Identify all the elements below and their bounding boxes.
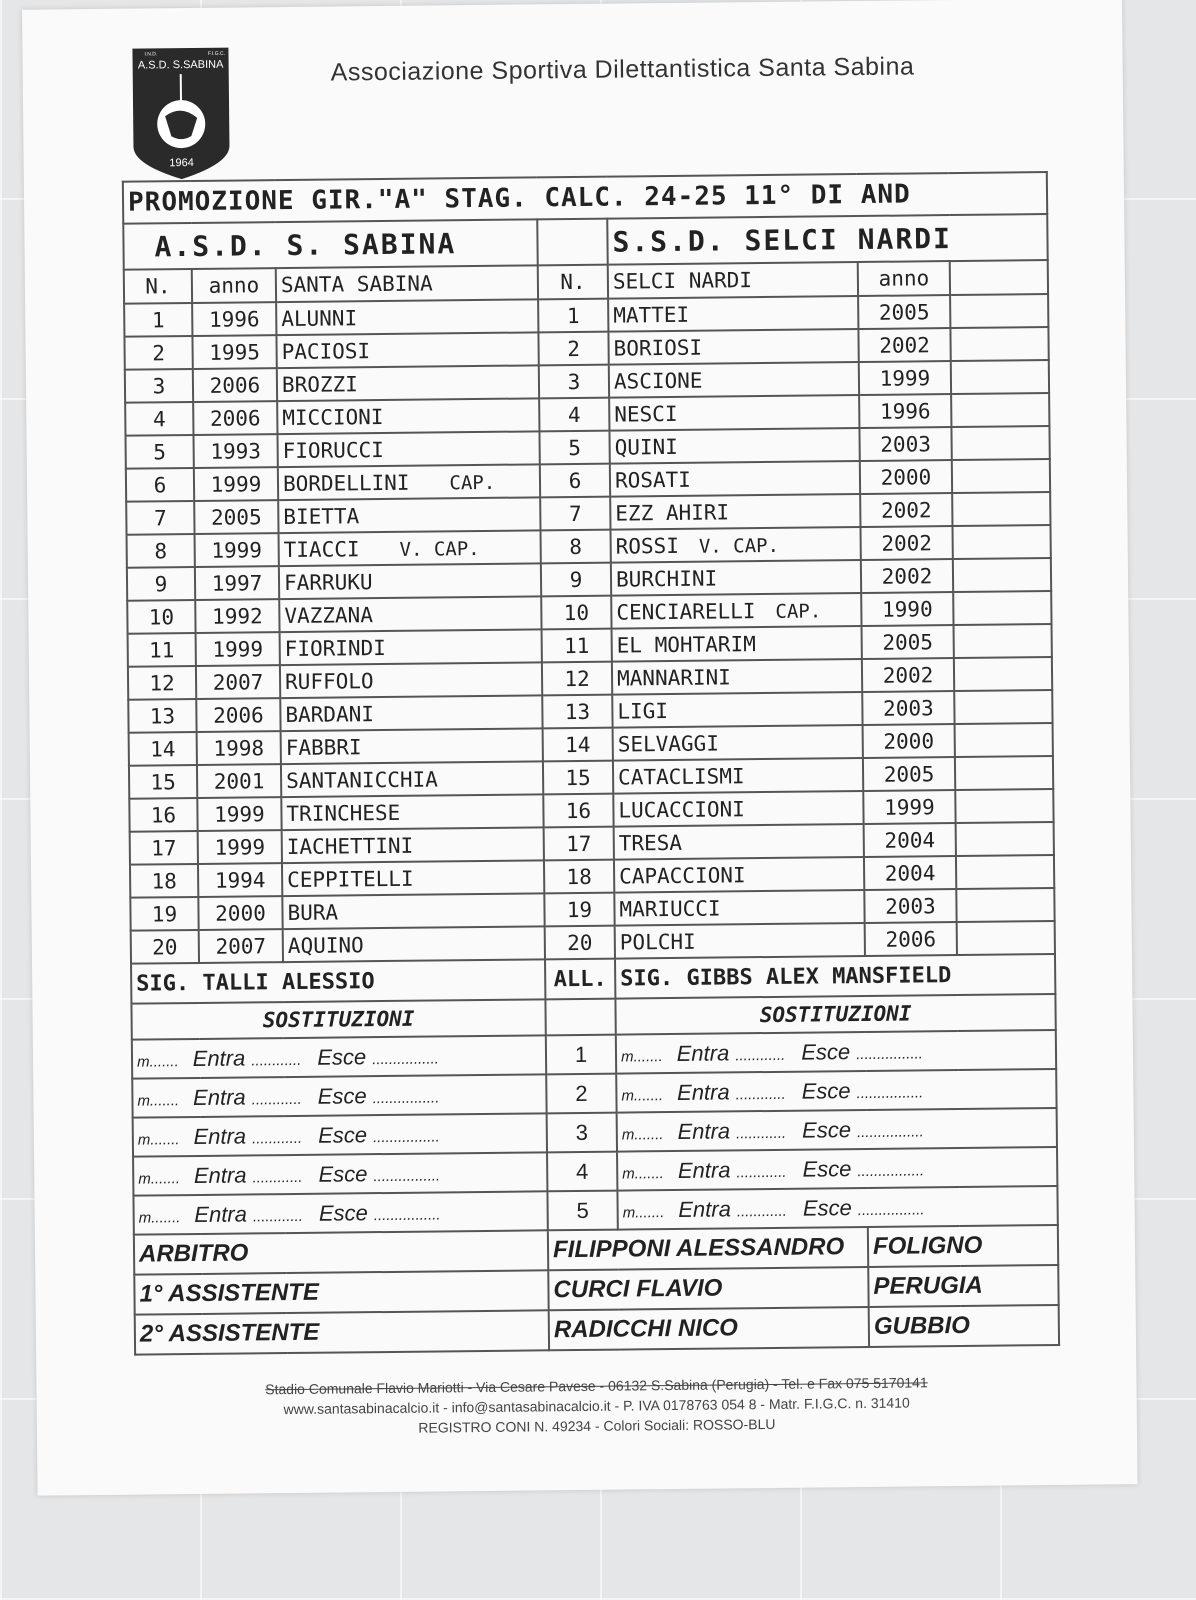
substitution-out-label: Esce — [801, 1077, 851, 1104]
footer-registry-line: REGISTRO CONI N. 49234 - Colori Sociali: ROSSO-BLU — [418, 1415, 776, 1436]
substitution-number: 2 — [546, 1074, 616, 1114]
empty-cell — [951, 393, 1049, 427]
home-player-year: 1992 — [195, 599, 279, 633]
substitution-minute: m....... — [621, 1086, 664, 1105]
away-player-name: LIGI — [617, 698, 669, 724]
home-player-name-cell — [281, 794, 543, 830]
official-role: 2° ASSISTENTE — [135, 1310, 549, 1354]
official-role: 1° ASSISTENTE — [134, 1270, 548, 1314]
empty-header — [950, 260, 1048, 295]
team-separator — [537, 219, 607, 266]
home-player-name: BIETTA — [283, 503, 360, 529]
away-year-header: anno — [858, 261, 950, 296]
home-player-name-cell — [276, 299, 538, 335]
substitution-out-blank: ................ — [373, 1205, 441, 1224]
home-substitution-line[interactable] — [132, 1035, 546, 1078]
home-player-name: AQUINO — [287, 932, 364, 958]
official-city: FOLIGNO — [868, 1225, 1058, 1267]
home-player-year: 2000 — [198, 896, 282, 930]
home-player-year: 1999 — [198, 830, 282, 864]
away-player-name-cell — [615, 923, 865, 959]
away-player-name-cell — [612, 626, 862, 662]
away-substitution-line[interactable] — [616, 1030, 1056, 1074]
substitution-in-label: Entra — [194, 1200, 248, 1227]
home-player-name-cell — [278, 464, 540, 500]
away-name-header: SELCI NARDI — [608, 262, 858, 299]
away-player-name: TRESA — [618, 830, 683, 856]
away-player-year: 2002 — [862, 658, 954, 692]
away-player-year: 2002 — [860, 493, 952, 527]
away-player-name-cell — [611, 593, 861, 629]
home-player-name: FABBRI — [285, 734, 362, 760]
empty-cell — [953, 558, 1051, 592]
empty-cell — [952, 492, 1050, 526]
away-player-name: LUCACCIONI — [618, 796, 745, 823]
away-player-number: 18 — [544, 860, 614, 894]
away-player-name-cell — [611, 560, 861, 596]
substitution-minute: m....... — [620, 1047, 663, 1066]
substitution-out-blank: ................ — [856, 1083, 924, 1102]
substitution-minute: m....... — [621, 1125, 664, 1144]
substitution-minute: m....... — [622, 1203, 665, 1222]
home-player-name: BARDANI — [285, 701, 375, 727]
substitution-out-blank: ................ — [856, 1044, 923, 1063]
away-player-year: 2005 — [858, 295, 950, 329]
home-player-name-cell — [280, 629, 542, 665]
home-player-name: PACIOSI — [281, 338, 371, 364]
home-player-name-cell — [278, 497, 540, 533]
away-player-name-cell — [614, 857, 864, 893]
away-player-name-cell — [609, 428, 859, 464]
substitution-in-label: Entra — [676, 1078, 730, 1105]
substitution-number: 1 — [546, 1035, 616, 1075]
away-player-name: NESCI — [614, 401, 678, 427]
home-player-name-cell — [282, 827, 544, 863]
home-player-number: 12 — [128, 666, 196, 700]
away-number-header: N. — [538, 265, 608, 300]
home-player-name: RUFFOLO — [284, 668, 374, 694]
substitution-in-blank: ............ — [251, 1051, 302, 1069]
empty-cell — [955, 756, 1053, 790]
away-player-year: 2000 — [860, 460, 952, 494]
away-player-name: CENCIARELLI — [616, 598, 756, 625]
away-player-number: 19 — [544, 893, 614, 927]
home-player-name-cell — [282, 860, 544, 896]
away-player-name-cell — [609, 395, 859, 431]
away-player-number: 15 — [543, 761, 613, 795]
substitution-in-blank: ............ — [251, 1090, 302, 1108]
away-player-year: 2000 — [863, 724, 955, 758]
home-name-header: SANTA SABINA — [276, 265, 538, 302]
home-player-year: 1999 — [195, 533, 279, 567]
home-player-number: 20 — [131, 930, 199, 964]
home-player-name: SANTANICCHIA — [285, 766, 438, 793]
away-player-number: 9 — [541, 563, 611, 597]
official-row — [135, 1305, 1059, 1355]
home-player-year: 1999 — [194, 467, 278, 501]
home-player-year: 2006 — [193, 368, 277, 402]
home-player-number: 18 — [130, 864, 198, 898]
substitution-out-blank: ................ — [372, 1088, 440, 1107]
svg-text:1964: 1964 — [169, 156, 194, 170]
home-player-year: 2001 — [197, 764, 281, 798]
away-player-year: 2003 — [859, 427, 951, 461]
home-player-name: MICCIONI — [282, 404, 384, 430]
away-player-name-cell — [610, 494, 860, 530]
home-player-year: 2006 — [193, 401, 277, 435]
home-substitution-line[interactable] — [133, 1191, 547, 1234]
home-player-year: 2005 — [194, 500, 278, 534]
home-player-name: FIORUCCI — [282, 437, 384, 463]
substitution-minute: m....... — [138, 1169, 181, 1188]
substitution-number: 4 — [547, 1152, 617, 1192]
away-player-name: ROSATI — [614, 467, 691, 493]
substitution-out-blank: ................ — [856, 1122, 924, 1141]
away-player-year: 2004 — [864, 856, 956, 890]
away-player-year: 1996 — [859, 394, 951, 428]
away-player-number: 12 — [542, 662, 612, 696]
home-number-header: N. — [124, 269, 192, 304]
empty-cell — [956, 822, 1054, 856]
substitution-in-label: Entra — [192, 1083, 246, 1110]
home-player-year: 1993 — [193, 434, 277, 468]
substitution-in-blank: ............ — [735, 1085, 786, 1103]
home-coach: SIG. TALLI ALESSIO — [131, 959, 545, 1003]
match-sheet — [22, 0, 1138, 1496]
away-player-year: 1999 — [863, 790, 955, 824]
substitution-minute: m....... — [138, 1208, 181, 1227]
home-year-header: anno — [192, 268, 276, 303]
official-name: CURCI FLAVIO — [548, 1267, 868, 1310]
home-player-name: BURA — [287, 900, 339, 925]
away-player-name-cell — [611, 527, 861, 563]
empty-cell — [955, 789, 1053, 823]
home-player-year: 1995 — [192, 335, 276, 369]
substitution-out-label: Esce — [318, 1199, 368, 1226]
home-substitutions-header: SOSTITUZIONI — [131, 999, 545, 1039]
away-player-name-cell — [610, 461, 860, 497]
away-player-name-cell — [609, 362, 859, 398]
substitution-number: 5 — [547, 1191, 617, 1231]
home-player-number: 9 — [127, 567, 195, 601]
away-player-number: 16 — [543, 794, 613, 828]
substitution-out-label: Esce — [317, 1043, 367, 1070]
empty-cell — [955, 723, 1053, 757]
home-player-year: 1998 — [197, 731, 281, 765]
home-substitution-line[interactable] — [132, 1074, 546, 1117]
home-player-number: 4 — [125, 402, 193, 436]
away-substitution-line[interactable] — [616, 1069, 1056, 1113]
home-player-number: 19 — [130, 897, 198, 931]
away-player-name: CATACLISMI — [617, 763, 745, 790]
away-player-year: 2002 — [858, 328, 950, 362]
away-player-year: 2002 — [860, 526, 952, 560]
away-player-name: SELVAGGI — [617, 731, 720, 757]
empty-cell — [950, 327, 1048, 361]
empty-cell — [954, 657, 1052, 691]
away-player-name: EL MOHTARIM — [616, 631, 756, 658]
substitution-in-blank: ............ — [252, 1168, 303, 1186]
championship-title: PROMOZIONE GIR."A" STAG. CALC. 24-25 11° DI AND — [123, 172, 1047, 224]
home-player-year: 1999 — [196, 632, 280, 666]
home-player-name: BORDELLINI — [282, 470, 410, 496]
empty-cell — [953, 591, 1051, 625]
substitution-out-label: Esce — [317, 1082, 367, 1109]
substitution-in-blank: ............ — [735, 1046, 786, 1064]
footer-contact-line: www.santasabinacalcio.it - info@santasabinacalcio.it - P. IVA 0178763 054 8 - Matr. F.I.G.C. n. 31410 — [283, 1394, 910, 1418]
empty-cell — [952, 459, 1050, 493]
substitution-minute: m....... — [137, 1130, 180, 1149]
away-substitution-line[interactable] — [617, 1108, 1057, 1152]
away-player-name-cell — [608, 329, 858, 365]
away-team-name: S.S.D. SELCI NARDI — [607, 214, 1048, 265]
away-substitution-line[interactable] — [617, 1186, 1057, 1230]
home-player-year: 1994 — [198, 863, 282, 897]
home-player-name-cell — [279, 530, 541, 566]
substitution-out-blank: ................ — [372, 1049, 440, 1068]
home-player-year: 1996 — [192, 302, 276, 336]
home-player-name-cell — [281, 728, 543, 764]
away-player-number: 10 — [541, 596, 611, 630]
substitution-out-label: Esce — [317, 1121, 368, 1148]
home-player-number: 1 — [124, 303, 192, 337]
away-substitution-line[interactable] — [617, 1147, 1057, 1191]
away-player-number: 8 — [541, 530, 611, 564]
empty-cell — [951, 426, 1049, 460]
substitution-in-label: Entra — [676, 1039, 730, 1066]
crest-text: A.S.D. S.SABINA — [137, 58, 224, 72]
empty-cell — [951, 360, 1049, 394]
away-player-number: 3 — [539, 365, 609, 399]
away-player-number: 2 — [538, 332, 608, 366]
substitution-in-blank: ............ — [252, 1129, 303, 1147]
away-substitutions-header: SOSTITUZIONI — [615, 994, 1055, 1035]
away-player-name-cell — [614, 824, 864, 860]
away-player-name: EZZ AHIRI — [615, 499, 730, 526]
home-player-number: 10 — [127, 600, 195, 634]
home-player-number: 17 — [130, 831, 198, 865]
empty-cell — [950, 294, 1048, 328]
away-player-name-cell — [613, 758, 863, 794]
away-player-number: 11 — [542, 629, 612, 663]
home-substitution-line[interactable] — [133, 1152, 547, 1195]
home-substitution-line[interactable] — [133, 1113, 547, 1156]
away-player-name: ROSSI — [615, 533, 680, 559]
home-player-name-cell — [277, 365, 539, 401]
substitution-in-blank: ............ — [252, 1207, 304, 1225]
away-player-number: 6 — [540, 464, 610, 498]
away-player-name-cell — [613, 725, 863, 761]
away-player-number: 13 — [542, 695, 612, 729]
home-player-number: 8 — [127, 534, 195, 568]
home-player-name: IACHETTINI — [286, 833, 414, 859]
substitution-out-label: Esce — [318, 1160, 368, 1187]
substitutions-separator — [545, 999, 615, 1036]
substitution-in-blank: ............ — [736, 1124, 787, 1142]
home-player-name: CEPPITELLI — [287, 866, 414, 892]
home-player-number: 15 — [129, 765, 197, 799]
home-player-role: CAP. — [449, 471, 496, 494]
away-player-name: CAPACCIONI — [619, 862, 746, 889]
association-name: Associazione Sportiva Dilettantistica Santa Sabina — [330, 52, 915, 87]
away-player-name-cell — [608, 296, 858, 332]
away-player-name: MATTEI — [613, 302, 690, 328]
official-role: ARBITRO — [134, 1230, 548, 1274]
official-name: FILIPPONI ALESSANDRO — [548, 1227, 868, 1270]
club-crest-logo — [130, 46, 231, 182]
away-player-name-cell — [614, 890, 864, 926]
home-player-year: 2007 — [199, 929, 283, 963]
svg-text:I.N.D.: I.N.D. — [144, 51, 158, 58]
substitution-out-blank: ................ — [373, 1166, 441, 1185]
home-player-name: ALUNNI — [281, 305, 358, 331]
official-city: GUBBIO — [869, 1305, 1059, 1347]
away-player-name: QUINI — [614, 434, 678, 460]
away-coach: SIG. GIBBS ALEX MANSFIELD — [615, 954, 1055, 999]
home-player-name: FARRUKU — [283, 569, 373, 595]
home-player-name-cell — [277, 431, 539, 467]
away-player-name: ASCIONE — [613, 368, 703, 394]
home-player-role: V. CAP. — [399, 537, 480, 561]
home-player-year: 2007 — [196, 665, 280, 699]
away-player-year: 2005 — [862, 625, 954, 659]
empty-cell — [956, 888, 1054, 922]
footer-stadium-line: Stadio Comunale Flavio Mariotti - Via Cesare Pavese - 06132 S.Sabina (Perugia) - Tel. e Fax 075 5170141 — [265, 1374, 928, 1398]
substitution-in-blank: ............ — [736, 1202, 788, 1220]
home-player-number: 16 — [129, 798, 197, 832]
away-player-number: 4 — [539, 398, 609, 432]
empty-cell — [957, 921, 1055, 955]
home-player-number: 7 — [126, 501, 194, 535]
away-player-name: POLCHI — [619, 929, 696, 955]
substitution-out-label: Esce — [802, 1194, 852, 1221]
away-player-number: 7 — [540, 497, 610, 531]
match-table — [122, 171, 1060, 1356]
substitution-in-label: Entra — [193, 1122, 247, 1149]
substitution-minute: m....... — [137, 1091, 180, 1110]
home-player-number: 11 — [128, 633, 196, 667]
home-player-name-cell — [279, 563, 541, 599]
away-player-number: 5 — [539, 431, 609, 465]
substitution-in-label: Entra — [678, 1195, 732, 1222]
away-player-name: BURCHINI — [615, 566, 718, 592]
substitution-in-label: Entra — [677, 1156, 731, 1183]
home-player-number: 13 — [128, 699, 196, 733]
home-player-name-cell — [279, 596, 541, 632]
away-player-name-cell — [612, 659, 862, 695]
substitution-out-label: Esce — [801, 1116, 852, 1143]
substitution-in-label: Entra — [193, 1161, 247, 1188]
home-player-year: 1997 — [195, 566, 279, 600]
home-player-number: 3 — [125, 369, 193, 403]
substitution-in-blank: ............ — [736, 1163, 787, 1181]
home-player-name-cell — [282, 893, 544, 929]
home-player-number: 14 — [129, 732, 197, 766]
away-player-year: 2006 — [865, 922, 957, 956]
svg-text:F.I.G.C.: F.I.G.C. — [207, 50, 226, 57]
substitution-in-label: Entra — [677, 1117, 731, 1144]
home-team-name: A.S.D. S. SABINA — [123, 219, 537, 269]
away-player-year: 2003 — [864, 889, 956, 923]
away-player-year: 2005 — [863, 757, 955, 791]
substitution-minute: m....... — [136, 1052, 179, 1071]
official-city: PERUGIA — [868, 1265, 1058, 1307]
away-player-role: V. CAP. — [698, 534, 780, 558]
away-player-number: 14 — [543, 728, 613, 762]
substitution-minute: m....... — [622, 1164, 665, 1183]
home-player-name-cell — [283, 926, 545, 962]
away-player-name: MARIUCCI — [619, 895, 721, 922]
empty-cell — [952, 525, 1050, 559]
empty-cell — [954, 690, 1052, 724]
away-player-year: 2004 — [864, 823, 956, 857]
coach-label: ALL. — [545, 959, 615, 1000]
official-name: RADICCHI NICO — [549, 1307, 869, 1350]
away-player-name: BORIOSI — [613, 335, 703, 361]
substitution-number: 3 — [547, 1113, 617, 1153]
home-player-name-cell — [276, 332, 538, 368]
empty-cell — [956, 855, 1054, 889]
home-player-name: TRINCHESE — [286, 800, 401, 826]
home-player-name-cell — [277, 398, 539, 434]
away-player-name: MANNARINI — [616, 664, 731, 691]
home-player-name-cell — [280, 695, 542, 731]
away-player-year: 2003 — [862, 691, 954, 725]
substitution-out-blank: ................ — [372, 1127, 440, 1146]
home-player-number: 6 — [126, 468, 194, 502]
substitution-out-label: Esce — [802, 1155, 852, 1182]
home-player-year: 1999 — [197, 797, 281, 831]
away-player-number: 1 — [538, 299, 608, 333]
away-player-name-cell — [612, 692, 862, 728]
home-player-name: BROZZI — [281, 371, 358, 397]
away-player-year: 1999 — [859, 361, 951, 395]
home-player-name: FIORINDI — [284, 635, 387, 661]
home-player-name: TIACCI — [283, 536, 360, 562]
away-player-name-cell — [613, 791, 863, 827]
home-player-number: 2 — [124, 336, 192, 370]
away-player-year: 1990 — [861, 592, 953, 626]
home-player-year: 2006 — [196, 698, 280, 732]
substitution-in-label: Entra — [192, 1044, 246, 1071]
home-player-name: VAZZANA — [284, 602, 374, 628]
away-player-number: 17 — [544, 827, 614, 861]
away-player-role: CAP. — [775, 599, 822, 623]
substitution-out-blank: ................ — [857, 1200, 925, 1219]
home-player-name-cell — [280, 662, 542, 698]
substitution-out-label: Esce — [801, 1038, 851, 1065]
home-player-number: 5 — [125, 435, 193, 469]
empty-cell — [954, 624, 1052, 658]
away-player-number: 20 — [545, 926, 615, 960]
home-player-name-cell — [281, 761, 543, 797]
substitution-out-blank: ................ — [857, 1161, 925, 1180]
away-player-year: 2002 — [861, 559, 953, 593]
